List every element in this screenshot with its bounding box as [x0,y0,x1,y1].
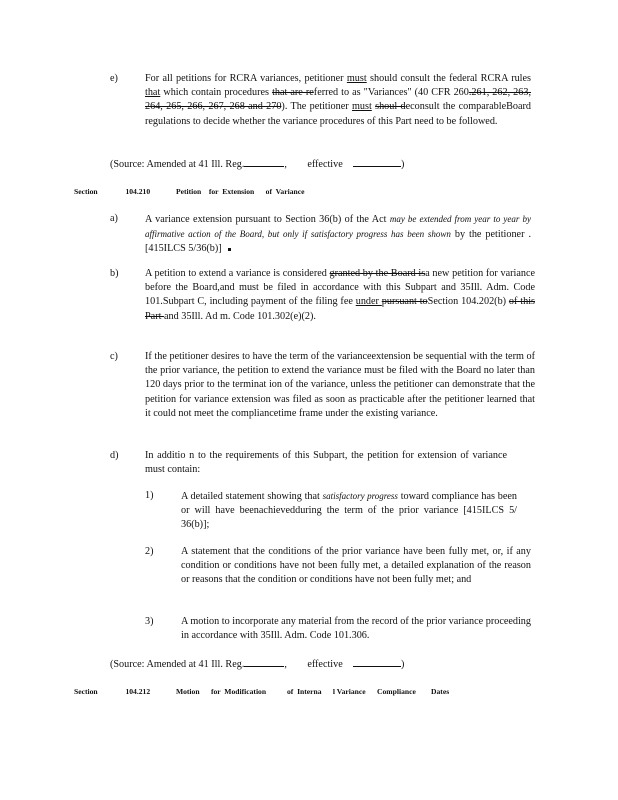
para-d-item-1-text: A detailed statement showing that satisfactory progress toward compliance has been or will have beenachievedduring the term of the prior variance [415ILCS 5/ 36(b)]; [181,491,517,531]
bullet-mark [228,248,231,251]
para-d-item-3-label: 3) [145,616,154,627]
section-104-210-heading [74,187,304,197]
source-note-2: (Source: Amended at 41 Ill. Reg. , effective ) [110,656,404,672]
para-d-item-3-text: A motion to incorporate any material from the record of the prior variance proceeding in accordance with 35Ill. Adm. Code 101.306. [181,616,531,642]
para-c-text: If the petitioner desires to have the term of the varianceextension be sequential with the term of the prior variance, the petition to extend the variance must be filed with the Board no later than 120 days prior to the terminat ion of the variance, unless the petitioner can demonstrate that the petition for variance extension was filed as soon as practicable after the petitioner learned that it could not meet the compliancetime frame under the existing variance. [145,351,535,419]
section-word: Section [74,687,98,696]
section-number: 104.210 [125,187,151,196]
para-a-label: a) [110,213,118,224]
para-e-text: For all petitions for RCRA variances, petitioner must should consult the federal RCRA rules that which contain procedures that are referred to as "Variances" (40 CFR 260.261, 262, 263, 264, 265, 266, 267, 268 and 270). The petitioner must shoul deconsult the comparableBoard regulations to decide whether the variance procedures of this Part need to be followed. [145,73,532,127]
section-title: Motion for Modification of Interna l Variance Compliance Dates [175,687,450,696]
para-d-item-2-label: 2) [145,546,154,557]
para-d-item-2-text: A statement that the conditions of the prior variance have been fully met, or, if any condition or conditions have not been fully met, a detailed explanation of the reason or reasons that the condition or conditions have not been fully met; and [181,546,531,586]
source-note-1: (Source: Amended at 41 Ill. Reg. , effective ) [110,156,404,172]
para-e-label: e) [110,73,118,84]
para-d-item-1-label: 1) [145,490,154,501]
para-c-label: c) [110,351,118,362]
para-d-label: d) [110,450,119,461]
section-number: 104.212 [125,687,151,696]
section-word: Section [74,187,98,196]
section-104-212-heading [74,687,449,697]
section-title: Petition for Extension of Variance [175,187,305,196]
para-b-label: b) [110,268,119,279]
para-d-text: In additio n to the requirements of this Subpart, the petition for extension of variance must contain: [145,450,507,476]
para-a-text: A variance extension pursuant to Section 36(b) of the Act may be extended from year to year by affirmative action of the Board, but only if satisfactory progress has been shown by the petitioner . [415ILCS 5/36(b)] [145,214,532,255]
para-b-text: A petition to extend a variance is considered granted by the Board isa new petition for variance before the Board,and must be filed in accordance with this Subpart and 35Ill. Adm. Code 101.Subpart C, including payment of the filing fee under pursuant toSection 104.202(b) of this Part and 35Ill. Ad m. Code 101.302(e)(2). [145,268,535,322]
